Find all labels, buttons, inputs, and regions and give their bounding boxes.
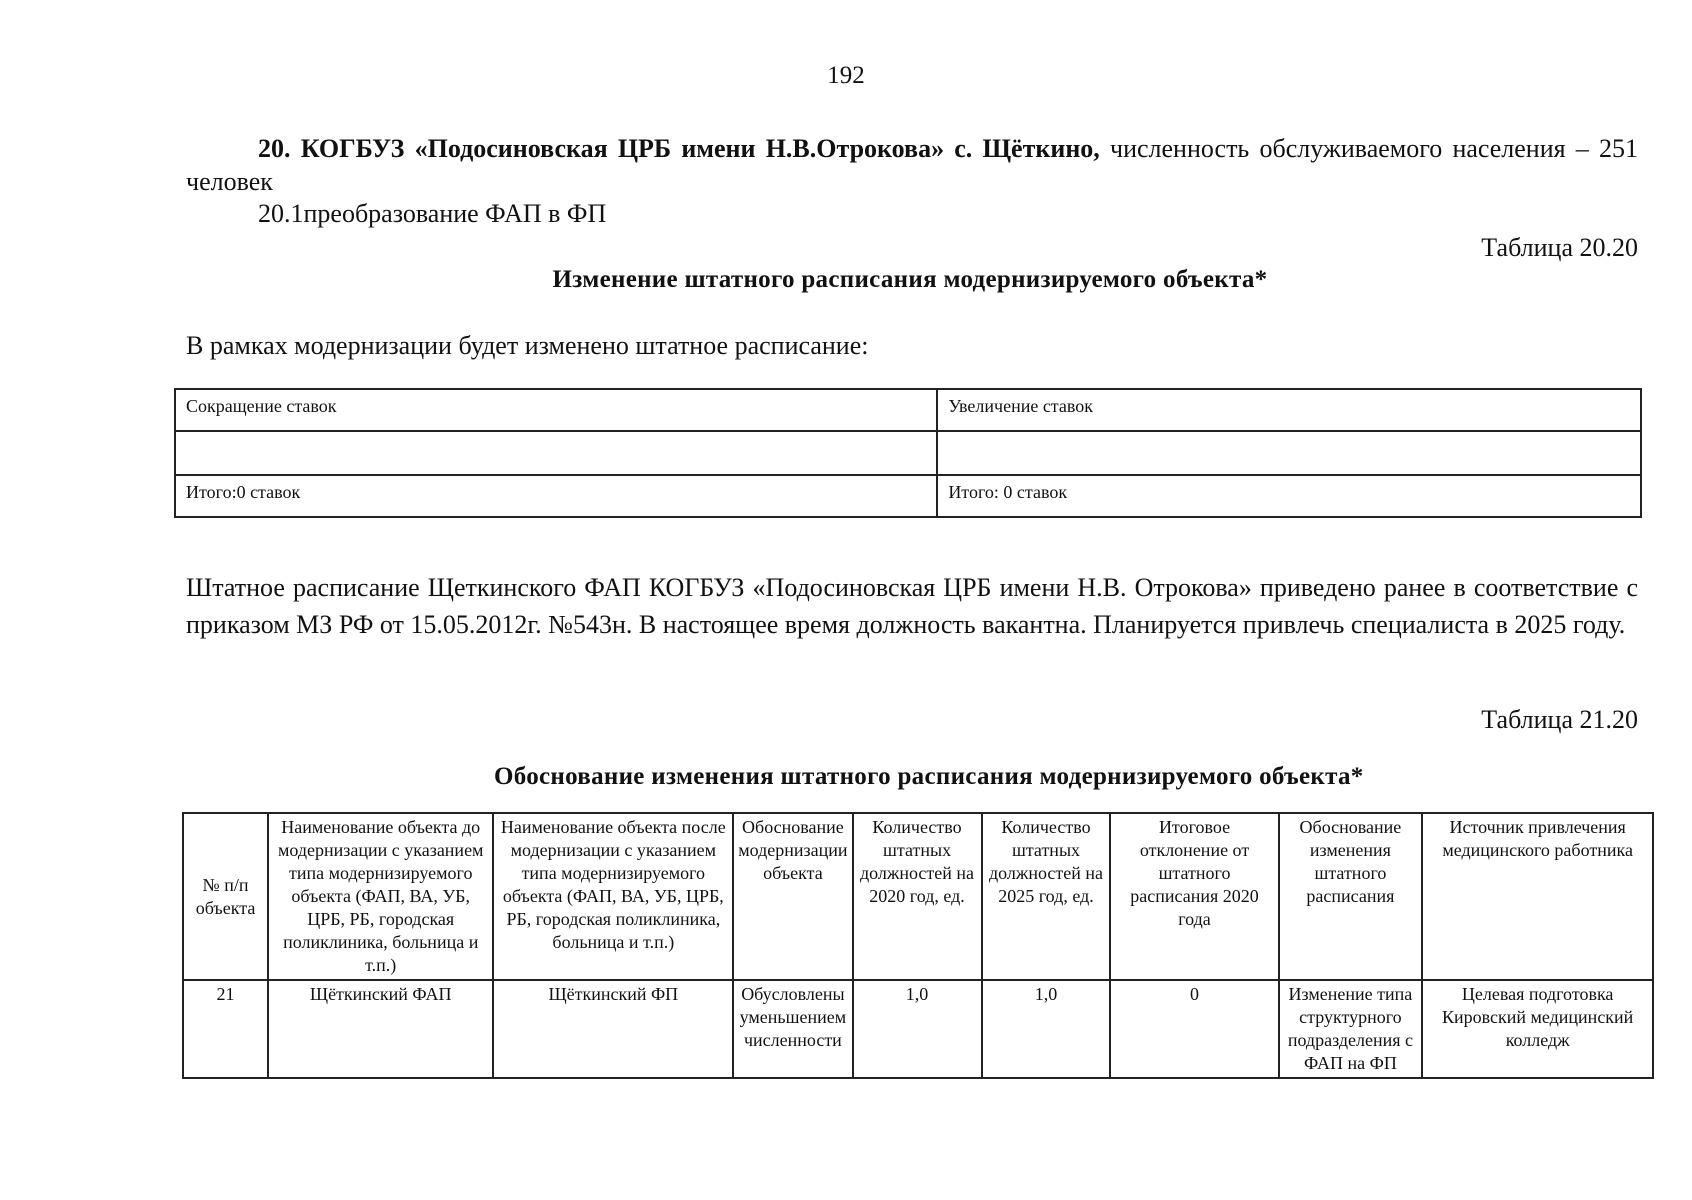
table-header-row [183, 813, 1653, 980]
table-row [175, 475, 1641, 517]
table-cell: 21 [183, 980, 268, 1078]
table-cell: Изменение типа структурного подразделения с ФАП на ФП [1279, 980, 1423, 1078]
table-cell: Обусловлены уменьшением численности [733, 980, 852, 1078]
table-cell: Щёткинский ФП [493, 980, 733, 1078]
table-row [175, 431, 1641, 475]
increase-header: Увеличение ставок [937, 389, 1641, 431]
column-header: Наименование объекта до модернизации с указанием типа модернизируемого объекта (ФАП, ВА, УБ, ЦРБ, РБ, городская поликлиника, больница и т.п.) [268, 813, 493, 980]
column-header: Итоговое отклонение от штатного расписания 2020 года [1110, 813, 1278, 980]
table-cell: Щёткинский ФАП [268, 980, 493, 1078]
body-paragraph: Штатное расписание Щеткинского ФАП КОГБУЗ «Подосиновская ЦРБ имени Н.В. Отрокова» приведено ранее в соответствие с приказом МЗ РФ от 15.05.2012г. №543н. В настоящее время должность вакантна. Планируется привлечь специалиста в 2025 году. [186, 573, 1638, 639]
intro-text: В рамках модернизации будет изменено штатное расписание: [186, 331, 869, 360]
column-header: Источник привлечения медицинского работника [1422, 813, 1653, 980]
table-cell: 1,0 [982, 980, 1111, 1078]
reduction-header: Сокращение ставок [175, 389, 937, 431]
reduction-total: Итого:0 ставок [175, 475, 937, 517]
table-cell: Целевая подготовка Кировский медицинский колледж [1422, 980, 1653, 1078]
column-header: Количество штатных должностей на 2025 год, ед. [982, 813, 1111, 980]
table-row [175, 389, 1641, 431]
table-title: Обоснование изменения штатного расписания модернизируемого объекта* [494, 763, 1364, 790]
column-header: Наименование объекта после модернизации с указанием типа модернизируемого объекта (ФАП, ВА, УБ, ЦРБ, РБ, городская поликлиника, больница и т.п.) [493, 813, 733, 980]
table-caption: Таблица 21.20 [1481, 705, 1638, 734]
section-heading [186, 132, 1638, 198]
page-number: 192 [827, 62, 865, 89]
column-header: № п/п объекта [183, 813, 268, 980]
column-header: Обоснование изменения штатного расписания [1279, 813, 1423, 980]
table-caption: Таблица 20.20 [1481, 233, 1638, 262]
table-row [183, 980, 1653, 1078]
justification-table [182, 812, 1654, 1079]
column-header: Обоснование модернизации объекта [733, 813, 852, 980]
facility-name: 20. КОГБУЗ «Подосиновская ЦРБ имени Н.В.Отрокова» с. Щёткино, [258, 134, 1100, 163]
increase-total: Итого: 0 ставок [937, 475, 1641, 517]
population-text: численность обслуживаемого населения – 251 человек [186, 134, 1638, 196]
table-cell: 0 [1110, 980, 1278, 1078]
table-cell [175, 431, 937, 475]
table-cell: 1,0 [853, 980, 982, 1078]
table-title: Изменение штатного расписания модернизируемого объекта* [552, 266, 1268, 293]
staff-change-table [174, 388, 1642, 518]
column-header: Количество штатных должностей на 2020 год, ед. [853, 813, 982, 980]
subsection-title: 20.1преобразование ФАП в ФП [258, 199, 607, 228]
table-cell [937, 431, 1641, 475]
